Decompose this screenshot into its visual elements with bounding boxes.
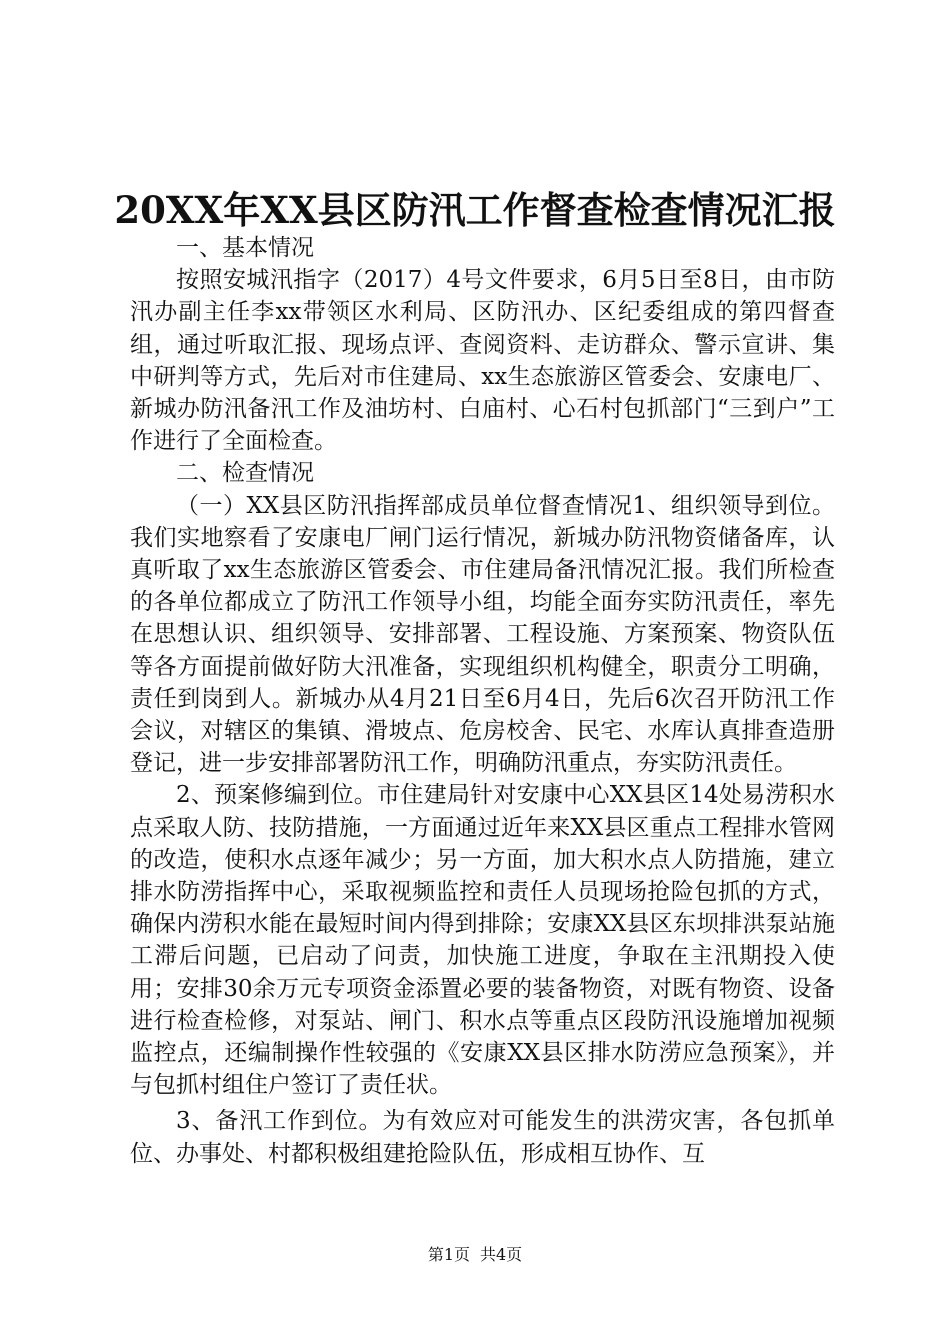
paragraph-basic-situation: 按照安城汛指字（2017）4号文件要求，6月5日至8日，由市防汛办副主任李xx带领区水利局、区防汛办、区纪委组成的第四督查组，通过听取汇报、现场点评、查阅资料、走访群众、警示宣讲、集中研判等方式，先后对市住建局、xx生态旅游区管委会、安康电厂、新城办防汛备汛工作及油坊村、白庙村、心石村包抓部门“三到户”工作进行了全面检查。 — [130, 267, 835, 455]
heading-inspection-situation: 二、检查情况 — [176, 460, 314, 487]
document-title: 20XX年XX县区防汛工作督查检查情况汇报 — [114, 188, 836, 232]
document-body — [130, 232, 835, 1170]
paragraph-contingency-plan: 2、预案修编到位。市住建局针对安康中心XX县区14处易涝积水点采取人防、技防措施，一方面通过近年来XX县区重点工程排水管网的改造，使积水点逐年减少；另一方面，加大积水点人防措施，建立排水防涝指挥中心，采取视频监控和责任人员现场抢险包抓的方式，确保内涝积水能在最短时间内得到排除；安康XX县区东坝排洪泵站施工滞后问题，已启动了问责，加快施工进度，争取在主汛期投入使用；安排30余万元专项资金添置必要的装备物资，对既有物资、设备进行检查检修，对泵站、闸门、积水点等重点区段防汛设施增加视频监控点，还编制操作性较强的《安康XX县区排水防涝应急预案》，并与包抓村组住户签订了责任状。 — [130, 782, 835, 1099]
paragraph-flood-preparation: 3、备汛工作到位。为有效应对可能发生的洪涝灾害，各包抓单位、办事处、村都积极组建抢险队伍，形成相互协作、互 — [130, 1108, 835, 1167]
page-number-current: 第1页 — [427, 1245, 470, 1264]
heading-basic-situation: 一、基本情况 — [176, 235, 314, 261]
page-footer — [0, 1244, 950, 1266]
page-number-total: 共4页 — [480, 1245, 523, 1264]
paragraph-organization: （一）XX县区防汛指挥部成员单位督查情况1、组织领导到位。我们实地察看了安康电厂闸门运行情况，新城办防汛物资储备库，认真听取了xx生态旅游区管委会、市住建局备汛情况汇报。我们所检查的各单位都成立了防汛工作领导小组，均能全面夯实防汛责任，率先在思想认识、组织领导、安排部署、工程设施、方案预案、物资队伍等各方面提前做好防大汛准备，实现组织机构健全，职责分工明确，责任到岗到人。新城办从4月21日至6月4日，先后6次召开防汛工作会议，对辖区的集镇、滑坡点、危房校舍、民宅、水库认真排查造册登记，进一步安排部署防汛工作，明确防汛重点，夯实防汛责任。 — [130, 492, 835, 777]
